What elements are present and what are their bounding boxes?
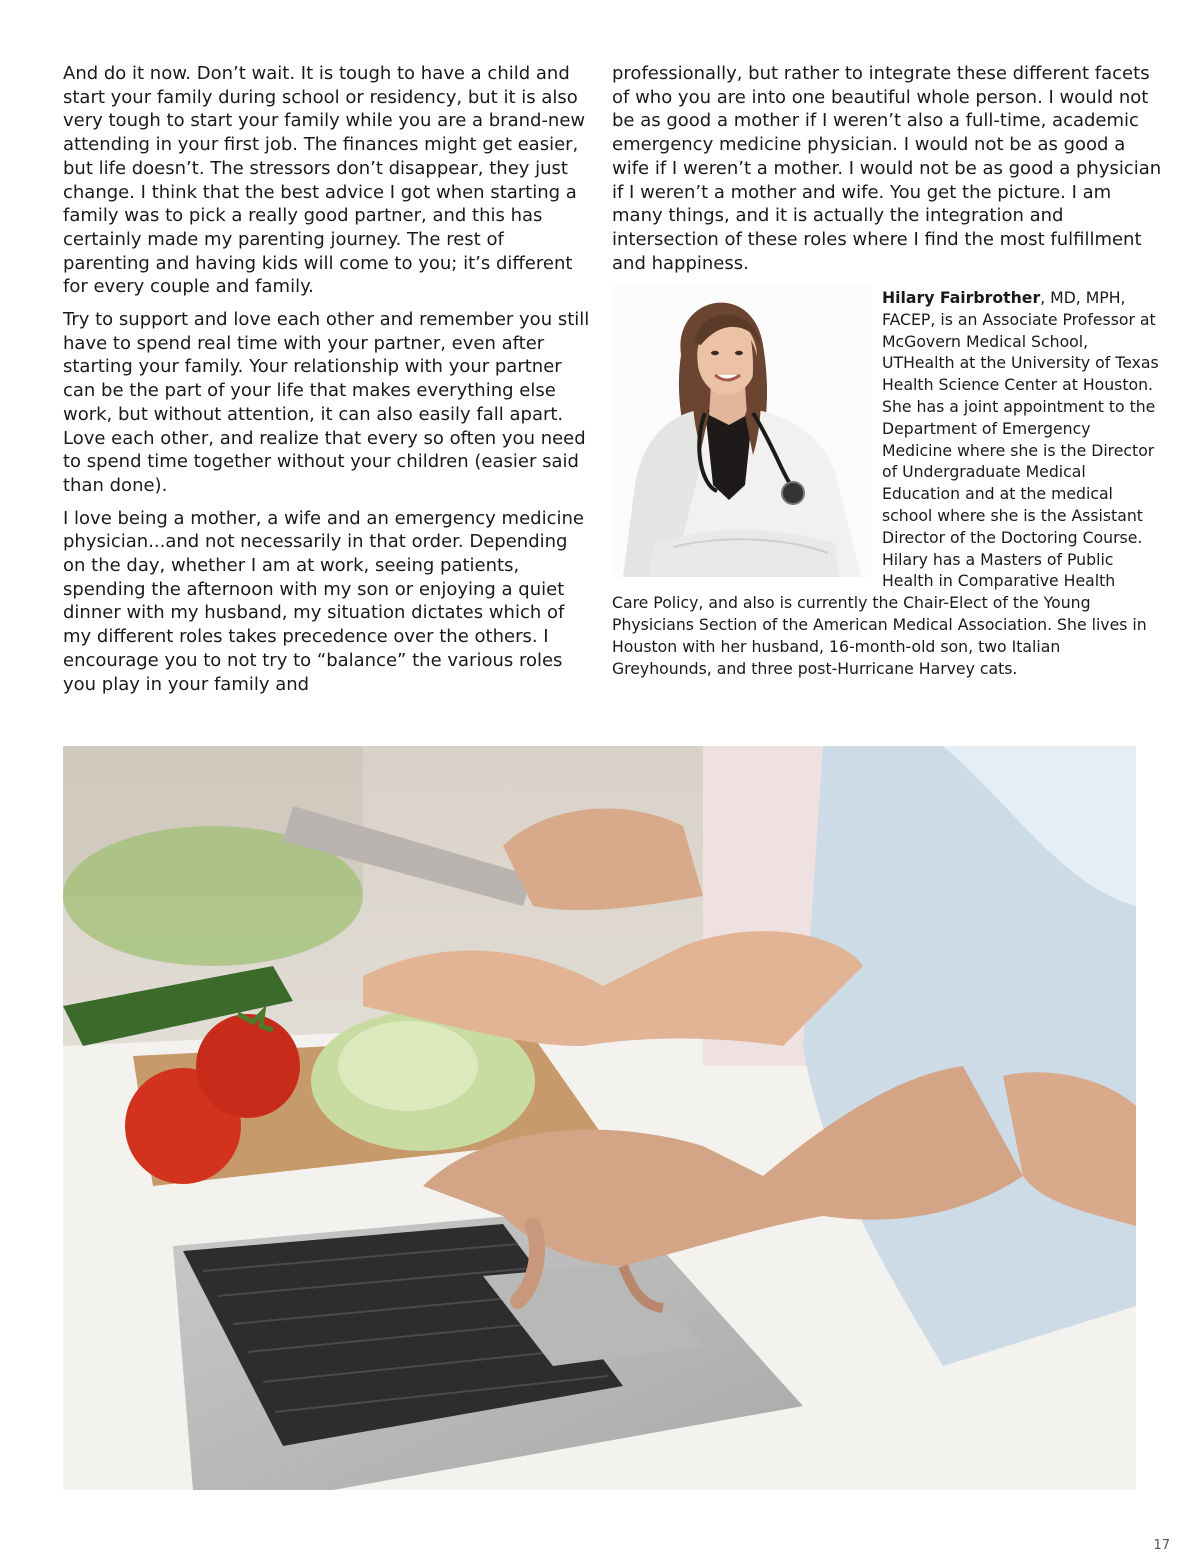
author-bio-text: , MD, MPH, FACEP, is an Associate Professor at McGovern Medical School, UTHealth at the University of Texas Health Science Center at Houston. She has a joint appointment to the Department of Emergency Medicine where she is the Director of Undergraduate Medical Education and at the medical school where she is the Assistant Director of the Doctoring Course. Hilary has a Masters of Public Health in Comparative Health — [882, 288, 1159, 591]
article-paragraph: professionally, but rather to integrate these different facets of who you are into one beautiful whole person. I would not be as good a mother if I weren’t also a full-time, academic emergency medicine physician. I would not be as good a wife if I weren’t a mother. I would not be as good a physician if I weren’t a mother and wife. You get the picture. I am many things, and it is actually the integration and intersection of these roles where I find the most fulfillment and happiness. — [612, 63, 1162, 274]
article-paragraph: And do it now. Don’t wait. It is tough to have a child and start your family during school or residency, but it is also very tough to start your family while you are a brand-new attending in your first job. The finances might get easier, but life doesn’t. The stressors don’t disappear, they just change. I think that the best advice I got when starting a family was to pick a really good partner, and this has certainly made my parenting journey. The rest of parenting and having kids will come to you; it’s different for every couple and family. — [63, 63, 586, 298]
article-left-column — [63, 62, 591, 705]
author-bio-intro — [882, 287, 1162, 592]
author-bio — [612, 287, 1162, 679]
author-bio-continued: Care Policy, and also is currently the Chair-Elect of the Young Physicians Section of the American Medical Association. She lives in Houston with her husband, 16-month-old son, two Italian Greyhounds, and three post-Hurricane Harvey cats. — [612, 593, 1147, 678]
kitchen-laptop-illustration — [63, 746, 1136, 1490]
article-paragraph: I love being a mother, a wife and an emergency medicine physician...and not necessarily in that order. Depending on the day, whether I am at work, seeing patients, spending the afternoon with my son or enjoying a quiet dinner with my husband, my situation dictates which of my different roles takes precedence over the others. I encourage you to not try to “balance” the various roles you play in your family and — [63, 507, 584, 695]
article-right-column — [612, 62, 1162, 284]
kitchen-laptop-photo — [63, 746, 1136, 1490]
page-number: 17 — [1153, 1538, 1170, 1553]
author-name: Hilary Fairbrother — [882, 288, 1041, 307]
article-paragraph: Try to support and love each other and remember you still have to spend real time with your partner, even after starting your family. Your relationship with your partner can be the part of your life that makes everything else work, but without attention, it can also easily fall apart. Love each other, and realize that every so often you need to spend time together without your children (easier said than done). — [63, 309, 590, 496]
